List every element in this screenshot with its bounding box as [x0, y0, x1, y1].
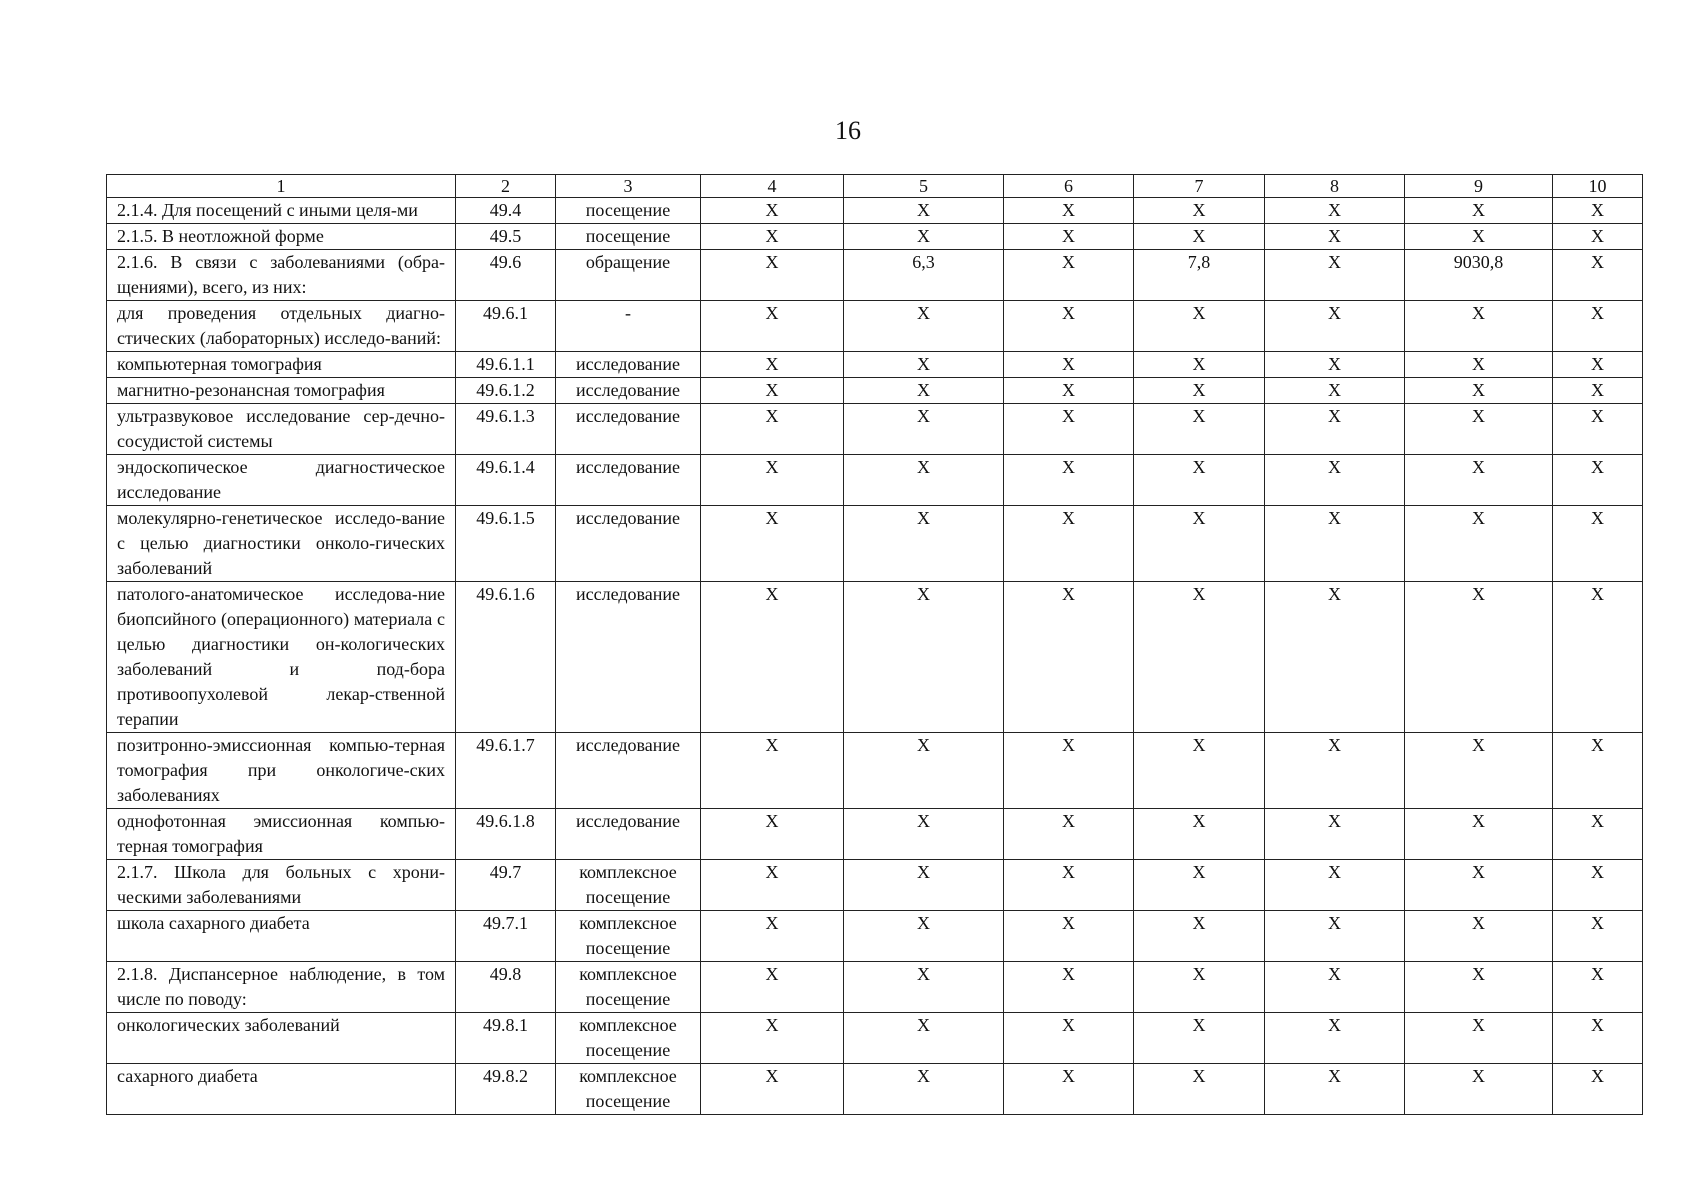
table-row — [107, 1013, 1643, 1064]
value-cell: Х — [1134, 506, 1265, 582]
value-cell: Х — [1004, 1013, 1134, 1064]
row-unit-cell: исследование — [556, 352, 701, 378]
value-cell: Х — [1265, 733, 1405, 809]
value-cell: Х — [844, 352, 1004, 378]
value-cell: Х — [844, 455, 1004, 506]
value-cell: Х — [701, 301, 844, 352]
value-cell: Х — [1405, 1013, 1553, 1064]
value-cell: Х — [1004, 404, 1134, 455]
row-code-cell: 49.7 — [456, 860, 556, 911]
value-cell: Х — [1405, 809, 1553, 860]
value-cell: Х — [1265, 198, 1405, 224]
value-cell: Х — [844, 1064, 1004, 1115]
value-cell: Х — [1553, 352, 1643, 378]
row-unit-cell: исследование — [556, 455, 701, 506]
row-code-cell: 49.6.1.4 — [456, 455, 556, 506]
column-number: 3 — [556, 175, 701, 198]
value-cell: Х — [1004, 962, 1134, 1013]
row-code-cell: 49.6.1.6 — [456, 582, 556, 733]
value-cell: Х — [701, 250, 844, 301]
value-cell: Х — [1265, 250, 1405, 301]
column-number-row — [107, 175, 1643, 198]
row-name-cell: сахарного диабета — [107, 1064, 456, 1115]
value-cell: Х — [1265, 455, 1405, 506]
value-cell: Х — [701, 404, 844, 455]
row-code-cell: 49.8.2 — [456, 1064, 556, 1115]
value-cell: Х — [1553, 1013, 1643, 1064]
value-cell: Х — [1004, 198, 1134, 224]
value-cell: Х — [1553, 582, 1643, 733]
column-number: 5 — [844, 175, 1004, 198]
value-cell: Х — [1553, 733, 1643, 809]
value-cell: Х — [1265, 404, 1405, 455]
value-cell: Х — [701, 582, 844, 733]
value-cell: Х — [1405, 506, 1553, 582]
value-cell: Х — [1004, 224, 1134, 250]
table-row — [107, 506, 1643, 582]
table-row — [107, 733, 1643, 809]
row-name-cell: 2.1.6. В связи с заболеваниями (обра-щениями), всего, из них: — [107, 250, 456, 301]
column-number: 8 — [1265, 175, 1405, 198]
value-cell: Х — [701, 1013, 844, 1064]
value-cell: Х — [1553, 198, 1643, 224]
value-cell: Х — [844, 301, 1004, 352]
table-row — [107, 224, 1643, 250]
value-cell: Х — [701, 224, 844, 250]
value-cell: Х — [1134, 352, 1265, 378]
value-cell: Х — [844, 224, 1004, 250]
value-cell: Х — [1405, 378, 1553, 404]
table-row — [107, 860, 1643, 911]
value-cell: Х — [1405, 352, 1553, 378]
row-name-cell: эндоскопическое диагностическое исследование — [107, 455, 456, 506]
value-cell: Х — [1265, 860, 1405, 911]
row-name-cell: 2.1.7. Школа для больных с хрони-ческими заболеваниями — [107, 860, 456, 911]
value-cell: Х — [1405, 733, 1553, 809]
value-cell: 7,8 — [1134, 250, 1265, 301]
value-cell: Х — [1265, 582, 1405, 733]
value-cell: Х — [844, 404, 1004, 455]
value-cell: Х — [844, 962, 1004, 1013]
value-cell: Х — [1134, 378, 1265, 404]
row-code-cell: 49.6.1.5 — [456, 506, 556, 582]
value-cell: Х — [1265, 911, 1405, 962]
value-cell: Х — [1553, 224, 1643, 250]
row-unit-cell: комплексное посещение — [556, 1013, 701, 1064]
value-cell: Х — [844, 1013, 1004, 1064]
value-cell: Х — [1134, 962, 1265, 1013]
row-code-cell: 49.8 — [456, 962, 556, 1013]
row-code-cell: 49.4 — [456, 198, 556, 224]
row-unit-cell: комплексное посещение — [556, 962, 701, 1013]
value-cell: Х — [1265, 378, 1405, 404]
value-cell: Х — [1004, 582, 1134, 733]
value-cell: Х — [1134, 198, 1265, 224]
row-name-cell: однофотонная эмиссионная компью-терная томография — [107, 809, 456, 860]
row-unit-cell: комплексное посещение — [556, 1064, 701, 1115]
value-cell: Х — [1134, 582, 1265, 733]
row-name-cell: позитронно-эмиссионная компью-терная томография при онкологиче-ских заболеваниях — [107, 733, 456, 809]
table-row — [107, 1064, 1643, 1115]
column-number: 10 — [1553, 175, 1643, 198]
value-cell: Х — [1134, 1013, 1265, 1064]
value-cell: Х — [701, 733, 844, 809]
row-unit-cell: посещение — [556, 224, 701, 250]
column-number: 1 — [107, 175, 456, 198]
value-cell: Х — [1405, 582, 1553, 733]
value-cell: Х — [844, 198, 1004, 224]
row-code-cell: 49.6.1.1 — [456, 352, 556, 378]
row-unit-cell: комплексное посещение — [556, 860, 701, 911]
value-cell: Х — [701, 198, 844, 224]
value-cell: Х — [1265, 352, 1405, 378]
value-cell: Х — [1553, 1064, 1643, 1115]
value-cell: Х — [844, 733, 1004, 809]
row-name-cell: 2.1.4. Для посещений с иными целя-ми — [107, 198, 456, 224]
value-cell: Х — [1265, 1064, 1405, 1115]
value-cell: Х — [1265, 809, 1405, 860]
value-cell: Х — [701, 809, 844, 860]
value-cell: Х — [1004, 911, 1134, 962]
value-cell: Х — [701, 352, 844, 378]
value-cell: Х — [1134, 455, 1265, 506]
value-cell: Х — [1405, 224, 1553, 250]
value-cell: Х — [701, 911, 844, 962]
value-cell: Х — [1004, 733, 1134, 809]
value-cell: Х — [1134, 301, 1265, 352]
column-number: 9 — [1405, 175, 1553, 198]
table-row — [107, 582, 1643, 733]
table-row — [107, 378, 1643, 404]
table-row — [107, 352, 1643, 378]
value-cell: Х — [1004, 506, 1134, 582]
value-cell: Х — [1405, 198, 1553, 224]
table-row — [107, 250, 1643, 301]
value-cell: Х — [1004, 301, 1134, 352]
row-code-cell: 49.6.1.7 — [456, 733, 556, 809]
value-cell: Х — [1553, 506, 1643, 582]
value-cell: Х — [1265, 962, 1405, 1013]
value-cell: Х — [1134, 404, 1265, 455]
value-cell: Х — [1553, 911, 1643, 962]
row-unit-cell: исследование — [556, 404, 701, 455]
value-cell: Х — [1553, 250, 1643, 301]
row-code-cell: 49.7.1 — [456, 911, 556, 962]
row-name-cell: школа сахарного диабета — [107, 911, 456, 962]
value-cell: Х — [1004, 1064, 1134, 1115]
value-cell: Х — [844, 506, 1004, 582]
row-name-cell: 2.1.5. В неотложной форме — [107, 224, 456, 250]
row-code-cell: 49.6.1.8 — [456, 809, 556, 860]
value-cell: Х — [844, 809, 1004, 860]
value-cell: Х — [1004, 809, 1134, 860]
value-cell: Х — [844, 860, 1004, 911]
page-number: 16 — [835, 116, 861, 145]
row-code-cell: 49.8.1 — [456, 1013, 556, 1064]
value-cell: 6,3 — [844, 250, 1004, 301]
column-number: 7 — [1134, 175, 1265, 198]
row-unit-cell: исследование — [556, 733, 701, 809]
value-cell: Х — [1004, 250, 1134, 301]
row-unit-cell: исследование — [556, 809, 701, 860]
row-unit-cell: посещение — [556, 198, 701, 224]
table-row — [107, 404, 1643, 455]
table-row — [107, 301, 1643, 352]
value-cell: Х — [1265, 301, 1405, 352]
value-cell: Х — [1405, 1064, 1553, 1115]
value-cell: Х — [701, 378, 844, 404]
row-name-cell: магнитно-резонансная томография — [107, 378, 456, 404]
row-name-cell: патолого-анатомическое исследова-ние биопсийного (операционного) материала с целью диагностики он-кологических заболеваний и под-бора противоопухолевой лекар-ственной терапии — [107, 582, 456, 733]
row-unit-cell: обращение — [556, 250, 701, 301]
value-cell: Х — [1405, 962, 1553, 1013]
value-cell: Х — [1265, 506, 1405, 582]
value-cell: Х — [1405, 860, 1553, 911]
value-cell: Х — [701, 1064, 844, 1115]
value-cell: Х — [701, 962, 844, 1013]
row-code-cell: 49.6 — [456, 250, 556, 301]
value-cell: Х — [1134, 224, 1265, 250]
value-cell: Х — [1405, 404, 1553, 455]
table-row — [107, 809, 1643, 860]
value-cell: Х — [1004, 378, 1134, 404]
value-cell: Х — [1405, 455, 1553, 506]
value-cell: Х — [1553, 404, 1643, 455]
value-cell: Х — [1134, 911, 1265, 962]
value-cell: Х — [844, 378, 1004, 404]
row-name-cell: ультразвуковое исследование сер-дечно-сосудистой системы — [107, 404, 456, 455]
value-cell: Х — [1004, 352, 1134, 378]
value-cell: Х — [1405, 301, 1553, 352]
value-cell: Х — [701, 860, 844, 911]
row-name-cell: для проведения отдельных диагно-стических (лабораторных) исследо-ваний: — [107, 301, 456, 352]
value-cell: Х — [1553, 301, 1643, 352]
row-unit-cell: исследование — [556, 378, 701, 404]
row-code-cell: 49.6.1 — [456, 301, 556, 352]
table-row — [107, 962, 1643, 1013]
row-name-cell: молекулярно-генетическое исследо-вание с целью диагностики онколо-гических заболеваний — [107, 506, 456, 582]
value-cell: Х — [1265, 1013, 1405, 1064]
value-cell: Х — [1553, 378, 1643, 404]
value-cell: Х — [1553, 809, 1643, 860]
data-table — [106, 174, 1643, 1115]
table-row — [107, 911, 1643, 962]
value-cell: Х — [1004, 860, 1134, 911]
value-cell: Х — [701, 506, 844, 582]
value-cell: Х — [1134, 809, 1265, 860]
value-cell: Х — [1265, 224, 1405, 250]
row-code-cell: 49.5 — [456, 224, 556, 250]
row-unit-cell: исследование — [556, 582, 701, 733]
column-number: 4 — [701, 175, 844, 198]
value-cell: Х — [1004, 455, 1134, 506]
value-cell: Х — [1405, 911, 1553, 962]
row-name-cell: онкологических заболеваний — [107, 1013, 456, 1064]
row-name-cell: компьютерная томография — [107, 352, 456, 378]
row-unit-cell: - — [556, 301, 701, 352]
row-code-cell: 49.6.1.3 — [456, 404, 556, 455]
value-cell: Х — [844, 911, 1004, 962]
value-cell: Х — [1553, 962, 1643, 1013]
row-unit-cell: исследование — [556, 506, 701, 582]
row-name-cell: 2.1.8. Диспансерное наблюдение, в том числе по поводу: — [107, 962, 456, 1013]
value-cell: Х — [701, 455, 844, 506]
row-code-cell: 49.6.1.2 — [456, 378, 556, 404]
value-cell: Х — [844, 582, 1004, 733]
value-cell: 9030,8 — [1405, 250, 1553, 301]
value-cell: Х — [1134, 860, 1265, 911]
table-row — [107, 198, 1643, 224]
value-cell: Х — [1553, 860, 1643, 911]
value-cell: Х — [1553, 455, 1643, 506]
table-body — [107, 175, 1643, 1115]
column-number: 6 — [1004, 175, 1134, 198]
table-row — [107, 455, 1643, 506]
column-number: 2 — [456, 175, 556, 198]
value-cell: Х — [1134, 1064, 1265, 1115]
row-unit-cell: комплексное посещение — [556, 911, 701, 962]
value-cell: Х — [1134, 733, 1265, 809]
